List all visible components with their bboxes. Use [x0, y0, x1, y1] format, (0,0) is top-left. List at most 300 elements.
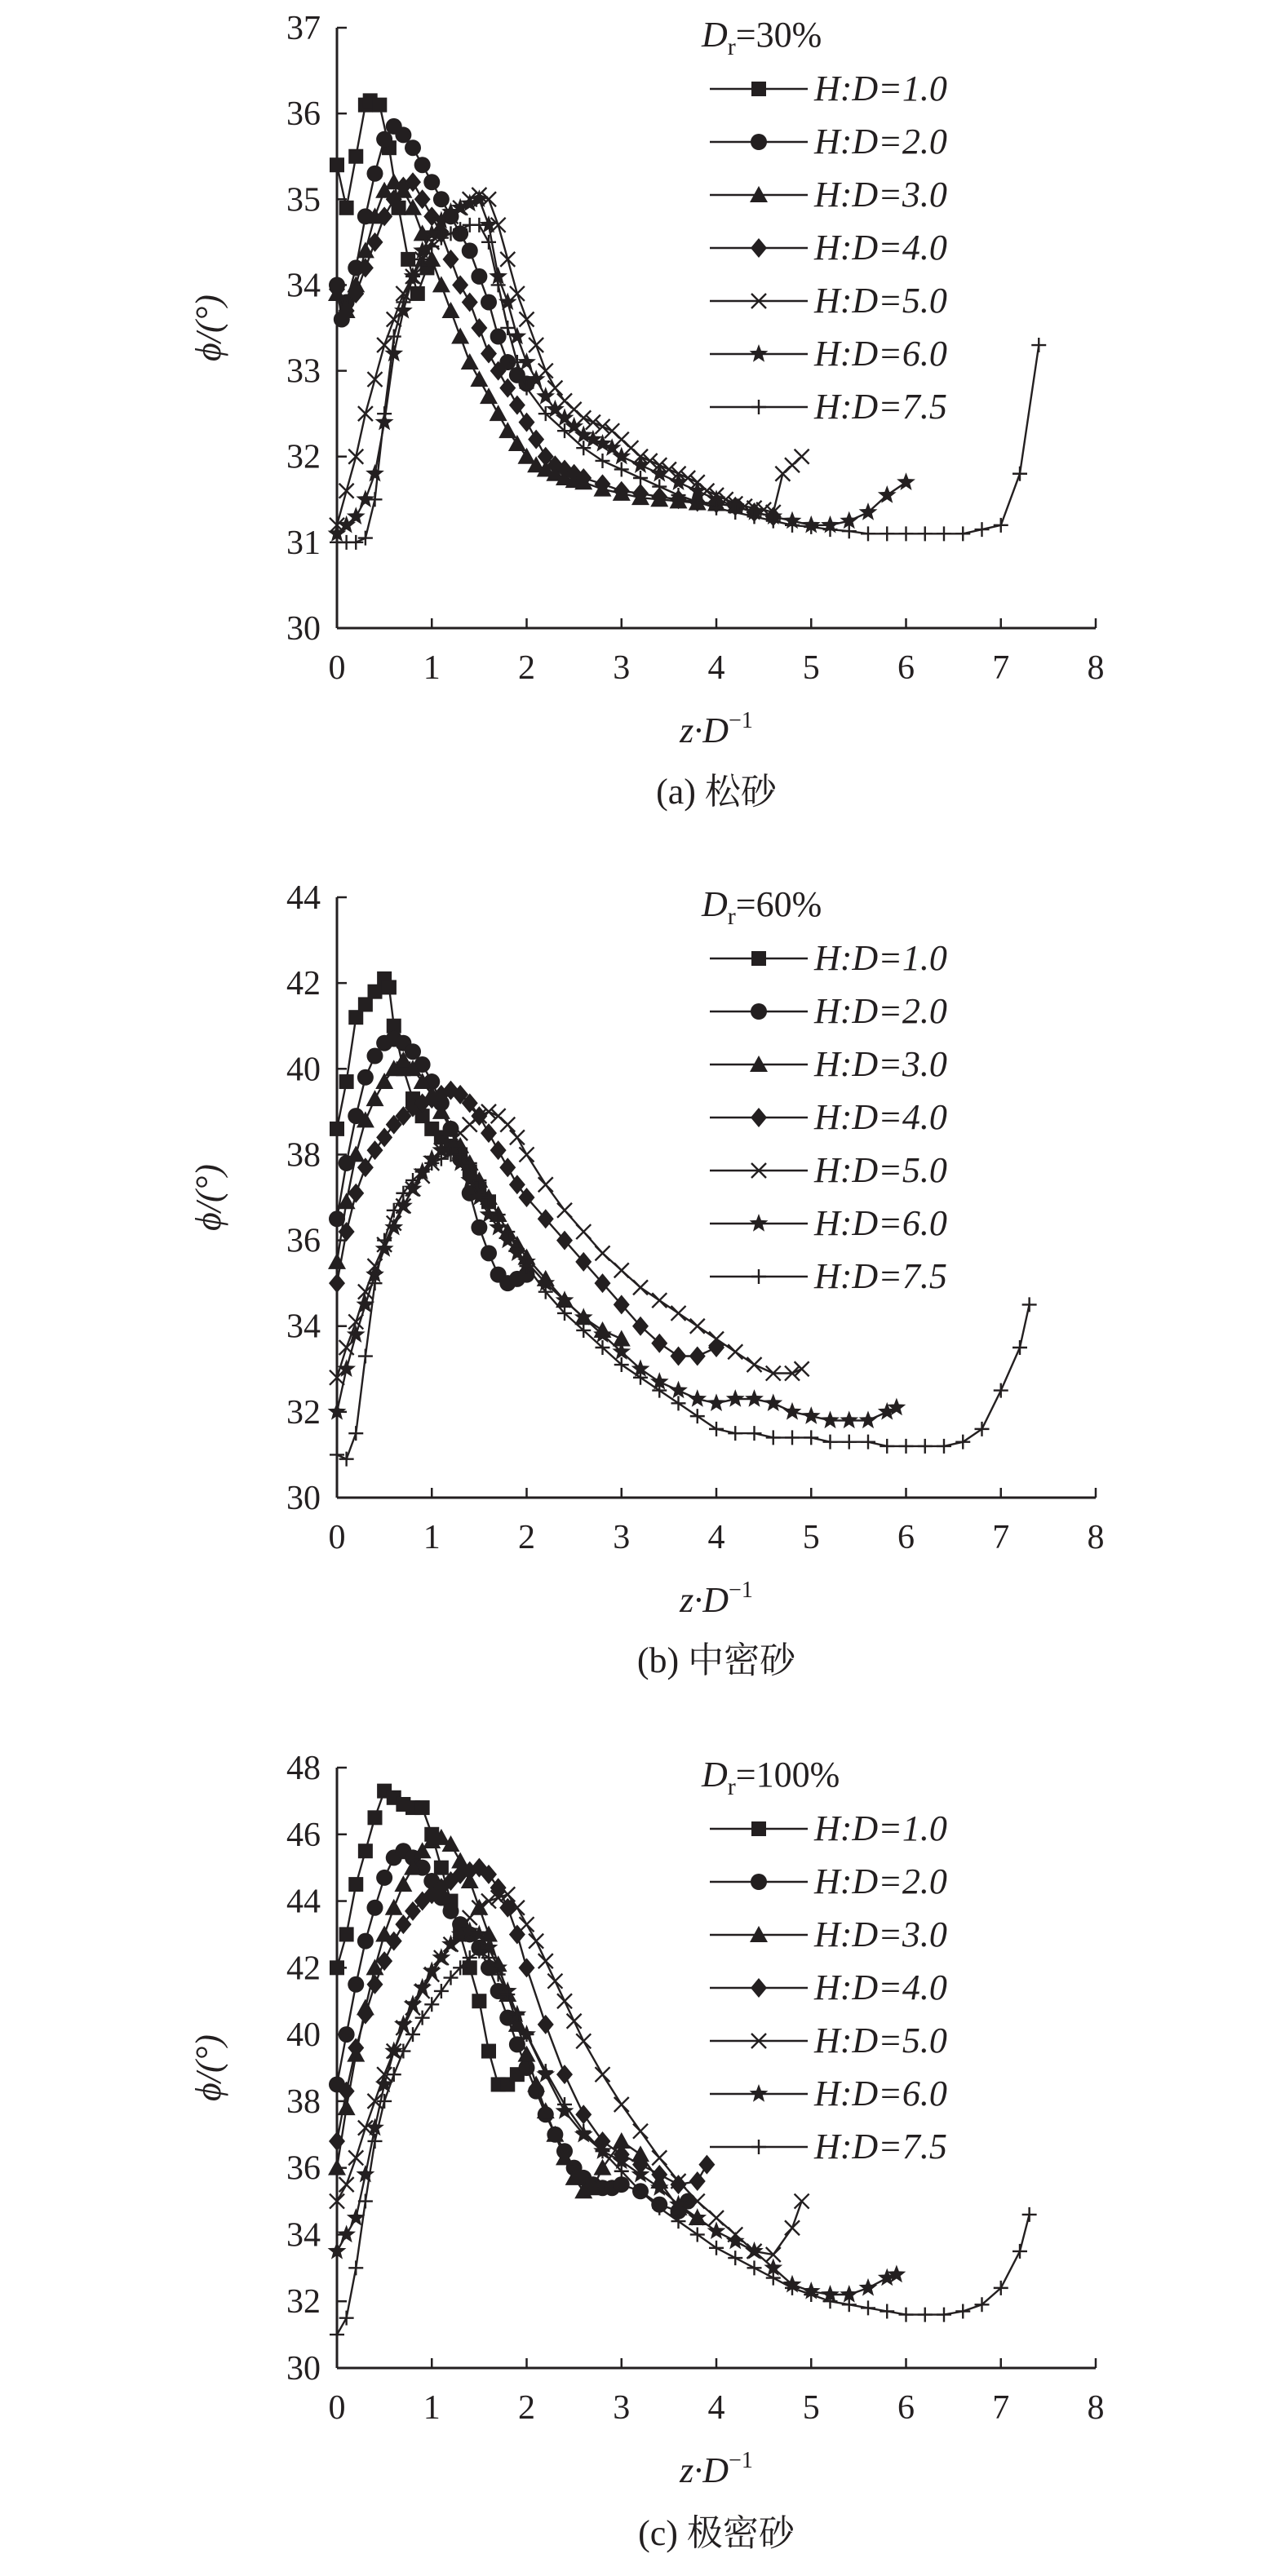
y-tick-label: 42: [286, 965, 321, 1003]
data-point: [975, 1422, 990, 1436]
data-point: [382, 980, 397, 994]
legend-item: [710, 175, 947, 215]
data-point: [471, 318, 487, 338]
data-point: [937, 526, 951, 541]
y-tick-label: 32: [286, 1393, 321, 1432]
data-point: [688, 1389, 707, 1407]
data-point: [401, 252, 415, 267]
data-point: [339, 1074, 354, 1089]
data-point: [538, 2015, 554, 2034]
y-tick-label: 37: [286, 10, 321, 47]
data-point: [576, 2034, 591, 2048]
data-point: [367, 166, 383, 182]
series-line: [337, 1154, 1030, 1458]
legend: [701, 15, 947, 427]
legend-item: [710, 387, 947, 427]
data-point: [481, 1123, 497, 1143]
legend-label: H:D=7.5: [814, 1256, 947, 1296]
data-point: [490, 405, 507, 421]
legend-label: H:D=2.0: [814, 1861, 947, 1901]
legend-item: [710, 228, 947, 268]
y-tick-label: 30: [286, 610, 321, 648]
data-point: [405, 139, 421, 156]
legend-label: H:D=7.5: [814, 2127, 947, 2167]
data-point: [348, 1010, 363, 1025]
data-point: [337, 2224, 356, 2242]
legend-item: [710, 334, 947, 374]
legend-item: [710, 1861, 947, 1901]
data-point: [377, 406, 392, 421]
x-tick-label: 1: [423, 649, 441, 687]
data-point: [1031, 338, 1046, 352]
data-point: [528, 430, 544, 449]
data-point: [707, 1393, 726, 1411]
data-point: [842, 524, 857, 538]
legend-marker: [751, 1821, 766, 1836]
data-point: [358, 406, 373, 421]
data-point: [500, 252, 515, 267]
x-tick-label: 6: [897, 649, 915, 687]
y-axis-label: ϕ/(°): [188, 2034, 228, 2101]
data-point: [1022, 2207, 1037, 2222]
data-point: [520, 1147, 534, 1162]
data-point: [529, 1934, 543, 1949]
data-point: [368, 1810, 383, 1825]
data-point: [481, 235, 496, 250]
data-point: [596, 1246, 610, 1260]
data-point: [481, 344, 497, 364]
series-H:D=4.0: [329, 1081, 724, 1366]
data-point: [330, 2327, 344, 2342]
data-point: [339, 1927, 354, 1941]
legend-marker: [751, 2140, 766, 2154]
data-point: [461, 353, 479, 370]
legend-label: H:D=6.0: [814, 1203, 947, 1243]
legend-label: H:D=7.5: [814, 387, 947, 427]
data-point: [861, 526, 875, 541]
legend-label: H:D=4.0: [814, 228, 947, 268]
legend-item: [710, 1150, 947, 1190]
legend-title-symbol: D: [702, 1755, 728, 1795]
y-tick-label: 33: [286, 352, 321, 391]
legend-item: [710, 2021, 947, 2060]
data-point: [1022, 1297, 1037, 1312]
data-point: [470, 370, 488, 387]
panel-caption: (a) 松砂: [656, 772, 777, 812]
series-H:D=7.5: [330, 1147, 1037, 1466]
legend-title-symbol: D: [702, 884, 728, 924]
data-point: [500, 1118, 515, 1132]
data-point: [451, 328, 469, 344]
x-axis-label-base: z·D: [680, 2450, 729, 2490]
data-point: [994, 518, 1008, 533]
data-point: [357, 2005, 374, 2025]
data-point: [728, 1426, 742, 1441]
x-tick-label: 4: [707, 1519, 725, 1556]
legend-item: [710, 1914, 947, 1954]
data-point: [471, 268, 487, 285]
data-point: [689, 1347, 706, 1366]
data-point: [358, 1843, 373, 1858]
data-point: [339, 2311, 354, 2326]
data-point: [861, 2300, 875, 2315]
y-tick-label: 40: [286, 2016, 321, 2055]
data-point: [481, 294, 497, 310]
data-point: [452, 275, 468, 294]
data-point: [358, 1349, 373, 1364]
x-tick-label: 0: [328, 1519, 346, 1556]
series-line: [337, 1150, 897, 1420]
data-point: [328, 1253, 346, 1269]
data-point: [955, 2304, 970, 2318]
data-point: [745, 1389, 764, 1407]
x-axis-label: [679, 1578, 753, 1620]
data-point: [538, 1177, 553, 1192]
data-point: [823, 2294, 838, 2308]
data-point: [576, 1224, 591, 1239]
x-axis-label-base: z·D: [680, 710, 729, 750]
legend-marker: [751, 400, 766, 414]
data-point: [490, 329, 507, 345]
data-point: [689, 2171, 706, 2191]
y-tick-label: 44: [286, 879, 321, 917]
y-tick-label: 44: [286, 1883, 321, 1921]
legend-label: H:D=4.0: [814, 1967, 947, 2007]
legend-title-subscript: r: [727, 33, 736, 60]
x-axis-label: [679, 2448, 753, 2490]
data-point: [795, 449, 809, 464]
y-axis-label: ϕ/(°): [188, 294, 228, 361]
data-point: [1012, 1340, 1027, 1355]
data-point: [557, 1203, 572, 1218]
y-tick-label: 36: [286, 2149, 321, 2188]
data-point: [529, 338, 543, 352]
data-point: [519, 1958, 535, 1977]
data-point: [434, 1984, 449, 1998]
legend-title: [701, 1755, 840, 1800]
data-point: [671, 1347, 687, 1366]
legend-item: [710, 1808, 947, 1848]
y-tick-label: 34: [286, 2216, 321, 2255]
data-point: [481, 1245, 497, 1261]
x-tick-label: 3: [613, 2389, 631, 2427]
x-tick-label: 8: [1087, 649, 1105, 687]
x-tick-label: 0: [328, 649, 346, 687]
data-point: [499, 1157, 516, 1177]
data-point: [766, 1430, 781, 1445]
legend-marker: [751, 1269, 766, 1284]
data-point: [339, 201, 354, 215]
data-point: [747, 2260, 762, 2275]
x-axis-label: [679, 708, 753, 750]
y-tick-label: 34: [286, 267, 321, 305]
x-tick-label: 6: [897, 2389, 915, 2427]
data-point: [557, 1994, 572, 2008]
y-tick-label: 30: [286, 1480, 321, 1517]
legend-item: [710, 122, 947, 162]
x-tick-label: 4: [707, 2389, 725, 2427]
legend-label: H:D=6.0: [814, 334, 947, 374]
data-point: [747, 1357, 762, 1372]
data-point: [899, 1439, 914, 1454]
y-tick-label: 32: [286, 438, 321, 476]
data-point: [538, 1954, 553, 1968]
data-point: [556, 2065, 573, 2084]
legend-marker: [750, 2084, 769, 2102]
y-tick-label: 48: [286, 1750, 321, 1787]
data-point: [698, 2155, 715, 2175]
data-point: [690, 2227, 705, 2242]
data-point: [330, 1960, 344, 1975]
x-tick-label: 8: [1087, 1519, 1105, 1556]
data-point: [368, 2134, 383, 2149]
data-point: [937, 2308, 951, 2322]
data-point: [899, 526, 914, 541]
x-axis-label-base: z·D: [680, 1580, 729, 1620]
data-point: [339, 2177, 354, 2192]
data-point: [937, 1439, 951, 1454]
data-point: [652, 2150, 667, 2165]
data-point: [652, 1383, 667, 1398]
data-point: [415, 1800, 430, 1815]
data-point: [348, 449, 363, 464]
chart-panel-1: [188, 10, 1105, 812]
y-tick-label: 35: [286, 181, 321, 219]
data-point: [368, 985, 383, 999]
data-point: [509, 396, 525, 415]
data-point: [385, 1899, 403, 1915]
data-point: [918, 1439, 933, 1454]
legend-item: [710, 1044, 947, 1084]
data-point: [510, 1130, 525, 1144]
data-point: [785, 2220, 800, 2235]
x-tick-label: 2: [518, 1519, 535, 1556]
data-point: [1012, 467, 1027, 481]
data-point: [357, 1933, 374, 1950]
legend-label: H:D=1.0: [814, 938, 947, 978]
x-tick-label: 5: [802, 1519, 820, 1556]
x-tick-label: 3: [613, 1519, 631, 1556]
data-point: [804, 1430, 818, 1445]
data-point: [652, 1293, 667, 1308]
legend-label: H:D=5.0: [814, 2021, 947, 2060]
y-axis-label: ϕ/(°): [188, 1164, 228, 1231]
data-point: [708, 1338, 724, 1357]
data-point: [671, 1396, 686, 1410]
legend-label: H:D=3.0: [814, 1914, 947, 1954]
x-tick-label: 6: [897, 1519, 915, 1556]
data-point: [356, 2165, 374, 2183]
x-tick-label: 4: [707, 649, 725, 687]
data-point: [802, 1406, 821, 1424]
legend-marker: [751, 134, 767, 150]
data-point: [747, 1426, 762, 1441]
data-point: [368, 372, 383, 387]
data-point: [614, 2176, 630, 2193]
legend-item: [710, 1256, 947, 1296]
data-point: [498, 422, 516, 438]
data-point: [372, 98, 387, 113]
data-point: [671, 1306, 686, 1321]
data-point: [764, 1393, 782, 1411]
data-point: [520, 1917, 534, 1932]
y-tick-label: 38: [286, 1136, 321, 1175]
data-point: [726, 2232, 745, 2250]
x-axis-label-exponent: −1: [729, 1578, 753, 1603]
data-point: [842, 1435, 857, 1450]
legend-item: [710, 1097, 947, 1137]
data-point: [330, 157, 344, 172]
chart-panel-3: [188, 1750, 1105, 2553]
legend-title-symbol: D: [702, 15, 728, 55]
legend-label: H:D=1.0: [814, 69, 947, 108]
x-tick-label: 5: [802, 2389, 820, 2427]
data-point: [510, 286, 525, 301]
legend-item: [710, 991, 947, 1031]
data-point: [443, 250, 459, 269]
data-point: [728, 1344, 742, 1359]
data-point: [434, 1861, 449, 1875]
data-point: [918, 526, 933, 541]
data-point: [840, 1410, 858, 1428]
data-point: [690, 1319, 705, 1334]
data-point: [366, 464, 384, 482]
data-point: [975, 522, 990, 537]
data-point: [859, 1410, 878, 1428]
data-point: [880, 1439, 894, 1454]
data-point: [520, 312, 534, 326]
data-point: [538, 2064, 553, 2078]
legend-title-subscript: r: [727, 1773, 736, 1800]
data-point: [348, 149, 363, 164]
data-point: [348, 1976, 364, 1993]
legend-item: [710, 281, 947, 321]
data-point: [339, 484, 354, 498]
data-point: [432, 276, 450, 292]
data-point: [669, 1381, 688, 1399]
y-tick-label: 40: [286, 1051, 321, 1089]
series-H:D=4.0: [329, 172, 782, 526]
legend-marker: [751, 951, 766, 966]
data-point: [842, 2297, 857, 2312]
data-point: [918, 2308, 933, 2322]
data-point: [880, 2304, 894, 2318]
data-point: [633, 2124, 648, 2139]
data-point: [859, 2278, 878, 2296]
data-point: [614, 1263, 629, 1277]
y-tick-label: 31: [286, 524, 321, 562]
data-point: [633, 1280, 648, 1295]
x-tick-label: 8: [1087, 2389, 1105, 2427]
data-point: [955, 526, 970, 541]
y-tick-label: 42: [286, 1950, 321, 1988]
x-tick-label: 5: [802, 649, 820, 687]
data-point: [348, 1426, 363, 1441]
panel-caption: (c) 极密砂: [638, 2513, 795, 2553]
legend-item: [710, 1203, 947, 1243]
data-point: [823, 1435, 838, 1450]
data-point: [348, 2260, 363, 2275]
legend-label: H:D=2.0: [814, 991, 947, 1031]
x-tick-label: 3: [613, 649, 631, 687]
legend-item: [710, 2127, 947, 2167]
data-point: [596, 454, 610, 468]
legend-item: [710, 69, 947, 108]
data-point: [410, 286, 425, 301]
legend-marker: [751, 1874, 767, 1890]
legend-label: H:D=6.0: [814, 2074, 947, 2113]
legend-marker: [751, 1108, 767, 1127]
data-point: [462, 292, 478, 312]
data-point: [348, 1877, 363, 1892]
data-point: [414, 157, 431, 173]
x-tick-label: 7: [992, 1519, 1010, 1556]
panel-caption: (b) 中密砂: [636, 1640, 796, 1680]
legend-item: [710, 2074, 947, 2113]
data-point: [538, 364, 553, 378]
legend-title: [701, 884, 822, 930]
data-point: [433, 191, 450, 207]
data-point: [899, 2308, 914, 2322]
legend: [701, 884, 947, 1296]
legend-marker: [751, 1003, 767, 1020]
data-point: [614, 462, 629, 476]
legend-item: [710, 1967, 947, 2007]
data-point: [880, 526, 894, 541]
data-point: [472, 1994, 486, 2008]
x-tick-label: 1: [423, 2389, 441, 2427]
y-tick-label: 46: [286, 1816, 321, 1854]
data-point: [480, 387, 498, 404]
legend-title-value: =100%: [735, 1755, 840, 1795]
data-point: [423, 174, 440, 190]
data-point: [955, 1435, 970, 1450]
data-point: [614, 2097, 629, 2112]
legend-title-subscript: r: [727, 903, 736, 930]
data-point: [594, 2159, 612, 2175]
legend-title-value: =30%: [735, 15, 822, 55]
data-point: [651, 1334, 667, 1353]
data-point: [785, 1430, 800, 1445]
data-point: [728, 2251, 742, 2265]
legend-title: [701, 15, 822, 60]
data-point: [861, 1435, 875, 1450]
data-point: [547, 381, 562, 396]
legend-marker: [751, 1978, 767, 1998]
legend-marker: [751, 82, 766, 96]
x-tick-label: 7: [992, 2389, 1010, 2427]
y-tick-label: 32: [286, 2283, 321, 2321]
data-point: [481, 2044, 496, 2059]
y-tick-label: 36: [286, 95, 321, 134]
data-point: [690, 1409, 705, 1423]
legend-marker: [750, 1214, 769, 1232]
legend-label: H:D=5.0: [814, 281, 947, 321]
x-tick-label: 0: [328, 2389, 346, 2427]
data-point: [709, 1422, 724, 1436]
data-point: [358, 997, 373, 1011]
chart-panel-2: [188, 879, 1105, 1680]
data-point: [652, 480, 667, 494]
data-point: [366, 1090, 384, 1106]
data-point: [596, 2067, 610, 2082]
x-tick-label: 2: [518, 2389, 535, 2427]
series-H:D=3.0: [328, 1829, 707, 2225]
data-point: [821, 1410, 840, 1428]
legend-label: H:D=3.0: [814, 1044, 947, 1084]
series-line: [337, 225, 1039, 542]
data-point: [462, 242, 478, 259]
